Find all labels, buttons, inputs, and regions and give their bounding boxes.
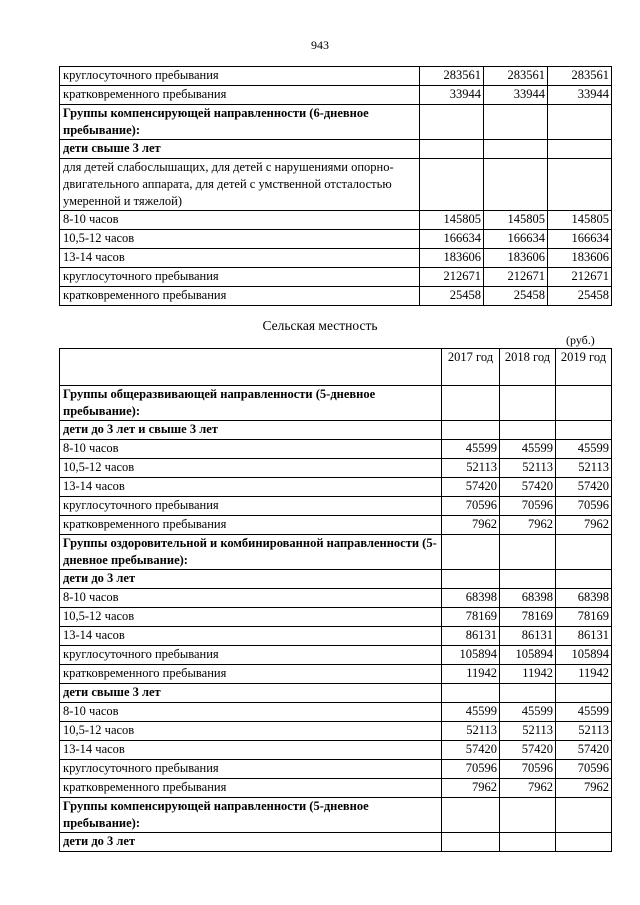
row-label: кратковременного пребывания bbox=[60, 86, 420, 105]
table-row bbox=[60, 211, 612, 230]
table-row bbox=[60, 459, 612, 478]
value-cell: 11942 bbox=[556, 665, 612, 684]
table-row bbox=[60, 421, 612, 440]
value-cell: 57420 bbox=[556, 741, 612, 760]
value-cell: 70596 bbox=[500, 497, 556, 516]
value-cell: 25458 bbox=[548, 287, 612, 306]
value-cell: 183606 bbox=[484, 249, 548, 268]
value-cell: 70596 bbox=[556, 497, 612, 516]
column-header: 2018 год bbox=[500, 349, 556, 386]
table-row bbox=[60, 67, 612, 86]
table-row bbox=[60, 159, 612, 211]
table-row bbox=[60, 608, 612, 627]
value-cell: 166634 bbox=[548, 230, 612, 249]
value-cell bbox=[556, 833, 612, 852]
value-cell: 68398 bbox=[442, 589, 500, 608]
value-cell: 105894 bbox=[500, 646, 556, 665]
value-cell: 78169 bbox=[500, 608, 556, 627]
table-row bbox=[60, 779, 612, 798]
table-row bbox=[60, 798, 612, 833]
value-cell: 145805 bbox=[420, 211, 484, 230]
value-cell: 57420 bbox=[442, 741, 500, 760]
row-label: дети до 3 лет bbox=[60, 833, 442, 852]
table-row bbox=[60, 287, 612, 306]
row-label: круглосуточного пребывания bbox=[60, 497, 442, 516]
value-cell bbox=[500, 421, 556, 440]
value-cell: 57420 bbox=[442, 478, 500, 497]
value-cell bbox=[484, 140, 548, 159]
value-cell: 33944 bbox=[484, 86, 548, 105]
value-cell: 183606 bbox=[420, 249, 484, 268]
value-cell bbox=[420, 140, 484, 159]
row-label: 8-10 часов bbox=[60, 440, 442, 459]
value-cell bbox=[556, 535, 612, 570]
value-cell: 183606 bbox=[548, 249, 612, 268]
row-label: круглосуточного пребывания bbox=[60, 67, 420, 86]
value-cell: 25458 bbox=[420, 287, 484, 306]
value-cell: 68398 bbox=[500, 589, 556, 608]
value-cell: 283561 bbox=[420, 67, 484, 86]
value-cell: 52113 bbox=[556, 722, 612, 741]
row-label: дети свыше 3 лет bbox=[60, 684, 442, 703]
value-cell: 45599 bbox=[500, 440, 556, 459]
value-cell bbox=[442, 570, 500, 589]
value-cell: 52113 bbox=[442, 722, 500, 741]
value-cell bbox=[500, 798, 556, 833]
row-label: 13-14 часов bbox=[60, 741, 442, 760]
value-cell: 78169 bbox=[442, 608, 500, 627]
value-cell: 212671 bbox=[548, 268, 612, 287]
value-cell: 70596 bbox=[556, 760, 612, 779]
table-row bbox=[60, 268, 612, 287]
table-row bbox=[60, 741, 612, 760]
value-cell bbox=[420, 105, 484, 140]
value-cell bbox=[500, 684, 556, 703]
value-cell: 86131 bbox=[500, 627, 556, 646]
table-row bbox=[60, 516, 612, 535]
value-cell: 33944 bbox=[420, 86, 484, 105]
row-label: 13-14 часов bbox=[60, 478, 442, 497]
tariff-table-rural-body bbox=[60, 386, 612, 852]
row-label: Группы компенсирующей направленности (5-дневное пребывание): bbox=[60, 798, 442, 833]
row-label: круглосуточного пребывания bbox=[60, 646, 442, 665]
table-row bbox=[60, 684, 612, 703]
page-number: 943 bbox=[311, 38, 329, 52]
value-cell: 7962 bbox=[500, 516, 556, 535]
tariff-table-rural-head bbox=[60, 349, 612, 386]
table-row bbox=[60, 665, 612, 684]
row-label: круглосуточного пребывания bbox=[60, 760, 442, 779]
value-cell: 52113 bbox=[556, 459, 612, 478]
row-label: кратковременного пребывания bbox=[60, 665, 442, 684]
table-row bbox=[60, 249, 612, 268]
value-cell: 283561 bbox=[548, 67, 612, 86]
value-cell: 68398 bbox=[556, 589, 612, 608]
row-label: 8-10 часов bbox=[60, 589, 442, 608]
value-cell: 7962 bbox=[500, 779, 556, 798]
table-row bbox=[60, 722, 612, 741]
row-label: кратковременного пребывания bbox=[60, 779, 442, 798]
value-cell bbox=[548, 159, 612, 211]
value-cell: 212671 bbox=[420, 268, 484, 287]
row-label: 10,5-12 часов bbox=[60, 459, 442, 478]
value-cell bbox=[500, 570, 556, 589]
row-label: дети свыше 3 лет bbox=[60, 140, 420, 159]
value-cell bbox=[500, 833, 556, 852]
table-row bbox=[60, 105, 612, 140]
value-cell bbox=[442, 798, 500, 833]
value-cell: 283561 bbox=[484, 67, 548, 86]
value-cell bbox=[556, 684, 612, 703]
value-cell: 7962 bbox=[556, 516, 612, 535]
row-label: 8-10 часов bbox=[60, 703, 442, 722]
table-row bbox=[60, 570, 612, 589]
tariff-table-rural bbox=[59, 348, 612, 852]
value-cell: 25458 bbox=[484, 287, 548, 306]
row-label: 10,5-12 часов bbox=[60, 230, 420, 249]
table-row bbox=[60, 440, 612, 459]
value-cell: 212671 bbox=[484, 268, 548, 287]
column-header-row bbox=[60, 349, 612, 386]
table-row bbox=[60, 703, 612, 722]
table-row bbox=[60, 230, 612, 249]
table-row bbox=[60, 760, 612, 779]
value-cell bbox=[556, 570, 612, 589]
value-cell bbox=[442, 833, 500, 852]
value-cell: 52113 bbox=[500, 722, 556, 741]
column-header: 2017 год bbox=[442, 349, 500, 386]
row-label: 10,5-12 часов bbox=[60, 722, 442, 741]
value-cell: 57420 bbox=[556, 478, 612, 497]
table-row bbox=[60, 535, 612, 570]
value-cell bbox=[442, 684, 500, 703]
value-cell bbox=[442, 421, 500, 440]
value-cell: 52113 bbox=[500, 459, 556, 478]
value-cell bbox=[442, 386, 500, 421]
table-row bbox=[60, 86, 612, 105]
value-cell bbox=[420, 159, 484, 211]
value-cell: 70596 bbox=[500, 760, 556, 779]
value-cell bbox=[556, 421, 612, 440]
row-label: 8-10 часов bbox=[60, 211, 420, 230]
value-cell: 45599 bbox=[442, 703, 500, 722]
column-header: 2019 год bbox=[556, 349, 612, 386]
value-cell: 70596 bbox=[442, 497, 500, 516]
value-cell bbox=[442, 535, 500, 570]
table-row bbox=[60, 140, 612, 159]
value-cell: 145805 bbox=[548, 211, 612, 230]
value-cell: 57420 bbox=[500, 478, 556, 497]
row-label: кратковременного пребывания bbox=[60, 287, 420, 306]
value-cell: 86131 bbox=[556, 627, 612, 646]
value-cell: 86131 bbox=[442, 627, 500, 646]
value-cell: 7962 bbox=[442, 516, 500, 535]
table-row bbox=[60, 589, 612, 608]
tariff-table-top-body bbox=[60, 67, 612, 306]
value-cell: 45599 bbox=[556, 703, 612, 722]
row-label: круглосуточного пребывания bbox=[60, 268, 420, 287]
table-row bbox=[60, 478, 612, 497]
value-cell: 105894 bbox=[556, 646, 612, 665]
value-cell: 45599 bbox=[442, 440, 500, 459]
row-label: Группы общеразвивающей направленности (5-дневное пребывание): bbox=[60, 386, 442, 421]
value-cell bbox=[548, 105, 612, 140]
table-row bbox=[60, 386, 612, 421]
table-row bbox=[60, 497, 612, 516]
section-title: Сельская местность bbox=[262, 318, 378, 333]
row-label: дети до 3 лет bbox=[60, 570, 442, 589]
row-label: Группы компенсирующей направленности (6-дневное пребывание): bbox=[60, 105, 420, 140]
value-cell: 45599 bbox=[556, 440, 612, 459]
row-label: 13-14 часов bbox=[60, 249, 420, 268]
value-cell: 52113 bbox=[442, 459, 500, 478]
value-cell: 166634 bbox=[484, 230, 548, 249]
value-cell: 11942 bbox=[442, 665, 500, 684]
value-cell bbox=[548, 140, 612, 159]
header-blank bbox=[60, 349, 442, 386]
value-cell: 7962 bbox=[442, 779, 500, 798]
value-cell: 33944 bbox=[548, 86, 612, 105]
value-cell: 7962 bbox=[556, 779, 612, 798]
value-cell bbox=[556, 798, 612, 833]
value-cell bbox=[500, 535, 556, 570]
value-cell bbox=[500, 386, 556, 421]
row-label: Группы оздоровительной и комбинированной направленности (5-дневное пребывание): bbox=[60, 535, 442, 570]
unit-label: (руб.) bbox=[566, 333, 595, 347]
row-label: дети до 3 лет и свыше 3 лет bbox=[60, 421, 442, 440]
value-cell: 145805 bbox=[484, 211, 548, 230]
row-label: 13-14 часов bbox=[60, 627, 442, 646]
table-row bbox=[60, 627, 612, 646]
table-row bbox=[60, 646, 612, 665]
value-cell: 105894 bbox=[442, 646, 500, 665]
row-label: кратковременного пребывания bbox=[60, 516, 442, 535]
row-label: 10,5-12 часов bbox=[60, 608, 442, 627]
value-cell: 45599 bbox=[500, 703, 556, 722]
value-cell: 166634 bbox=[420, 230, 484, 249]
value-cell bbox=[484, 159, 548, 211]
value-cell: 70596 bbox=[442, 760, 500, 779]
value-cell bbox=[484, 105, 548, 140]
tariff-table-top bbox=[59, 66, 612, 306]
value-cell: 11942 bbox=[500, 665, 556, 684]
value-cell: 57420 bbox=[500, 741, 556, 760]
table-row bbox=[60, 833, 612, 852]
value-cell: 78169 bbox=[556, 608, 612, 627]
value-cell bbox=[556, 386, 612, 421]
row-label: для детей слабослышащих, для детей с нарушениями опорно-двигательного аппарата, для детей с умственной отсталостью умеренной и тяжелой) bbox=[60, 159, 420, 211]
